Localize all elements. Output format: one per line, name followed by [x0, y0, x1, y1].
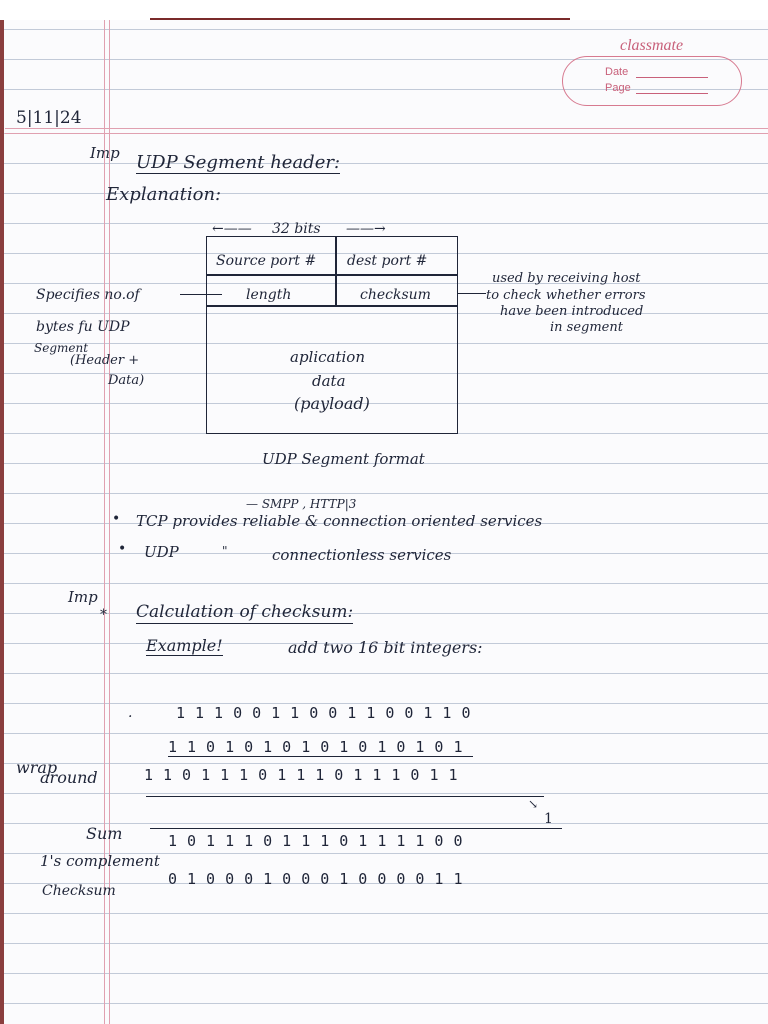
- ones-complement-label: 1's complement: [40, 852, 160, 870]
- row-divider-2: [206, 305, 458, 307]
- explanation-label: Explanation:: [106, 184, 222, 205]
- wrap-around-arrow: [146, 796, 544, 797]
- length-note-2: bytes fu UDP: [36, 319, 130, 335]
- binary-row-3: 11011101110111011: [144, 766, 468, 784]
- carry-bit: 1: [544, 811, 553, 827]
- udp-bullet-label: UDP: [144, 543, 179, 561]
- source-port-field: Source port #: [216, 253, 317, 269]
- bits-width-label: 32 bits: [272, 221, 321, 237]
- checksum-label: Checksum: [42, 883, 116, 899]
- sum-rule: [150, 828, 562, 829]
- length-field: length: [246, 287, 292, 303]
- imp-tag-2: Imp: [68, 588, 98, 606]
- udp-bullet-text: connectionless services: [272, 546, 452, 564]
- bits-arrow-right: ——→: [346, 221, 386, 237]
- sum-label: Sum: [86, 824, 123, 843]
- diagram-caption: UDP Segment format: [262, 450, 425, 468]
- ditto-mark: ": [222, 544, 228, 558]
- checksum-field: checksum: [360, 287, 431, 303]
- brand-logo: classmate: [620, 37, 684, 54]
- checksum-bits: 0100010001000011: [168, 870, 473, 888]
- length-note-4: (Header +: [70, 353, 140, 368]
- sum-bits: 1011101110111100: [168, 832, 473, 850]
- length-note-5: Data): [108, 373, 145, 388]
- wrap-label: wrap: [16, 758, 58, 777]
- dest-port-field: dest port #: [347, 253, 428, 269]
- wrap-arrow-head: ↘: [528, 797, 539, 811]
- payload-line-1: aplication: [290, 348, 365, 366]
- binary-row-1: 1110011001100110: [176, 704, 481, 722]
- payload-line-2: data: [312, 372, 346, 390]
- checksum-note-2: to check whether errors: [486, 288, 646, 303]
- page-label: Page: [605, 82, 631, 94]
- top-margin-line-2: [5, 133, 768, 134]
- checksum-note-3: have been introduced: [500, 304, 644, 319]
- date-label: Date: [605, 66, 629, 78]
- row-bullet: .: [128, 705, 133, 721]
- bits-arrow-left: ←——: [212, 221, 252, 237]
- checksum-heading: Calculation of checksum:: [136, 602, 354, 622]
- protocols-note: — SMPP , HTTP|3: [246, 497, 357, 511]
- around-label: around: [40, 768, 98, 787]
- row-divider-1: [206, 274, 458, 276]
- note-date: 5|11|24: [16, 108, 82, 128]
- length-pointer: [180, 294, 222, 295]
- date-rule: [636, 77, 708, 78]
- margin-line: [104, 20, 105, 1024]
- checksum-note-4: in segment: [550, 320, 623, 335]
- payload-line-3: (payload): [294, 394, 370, 413]
- bullet-marker-2: •: [118, 541, 127, 557]
- margin-line-2: [109, 20, 110, 1024]
- bullet-marker-1: •: [112, 511, 121, 527]
- top-margin-line: [5, 128, 768, 129]
- checksum-pointer: [458, 293, 486, 294]
- column-divider: [335, 236, 337, 306]
- imp-tag: Imp: [90, 144, 120, 162]
- example-label: Example!: [146, 636, 223, 655]
- example-text: add two 16 bit integers:: [288, 638, 483, 657]
- bullet-marker-3: *: [100, 607, 107, 623]
- page-rule: [636, 93, 708, 94]
- checksum-note-1: used by receiving host: [492, 271, 641, 286]
- binary-row-2: 1101010101010101: [168, 738, 473, 756]
- udp-heading: UDP Segment header:: [136, 152, 341, 173]
- date-page-badge: [562, 56, 742, 106]
- length-note-3: Segment: [34, 341, 89, 355]
- length-note-1: Specifies no.of: [36, 287, 140, 303]
- tcp-bullet: TCP provides reliable & connection oriented services: [136, 512, 543, 530]
